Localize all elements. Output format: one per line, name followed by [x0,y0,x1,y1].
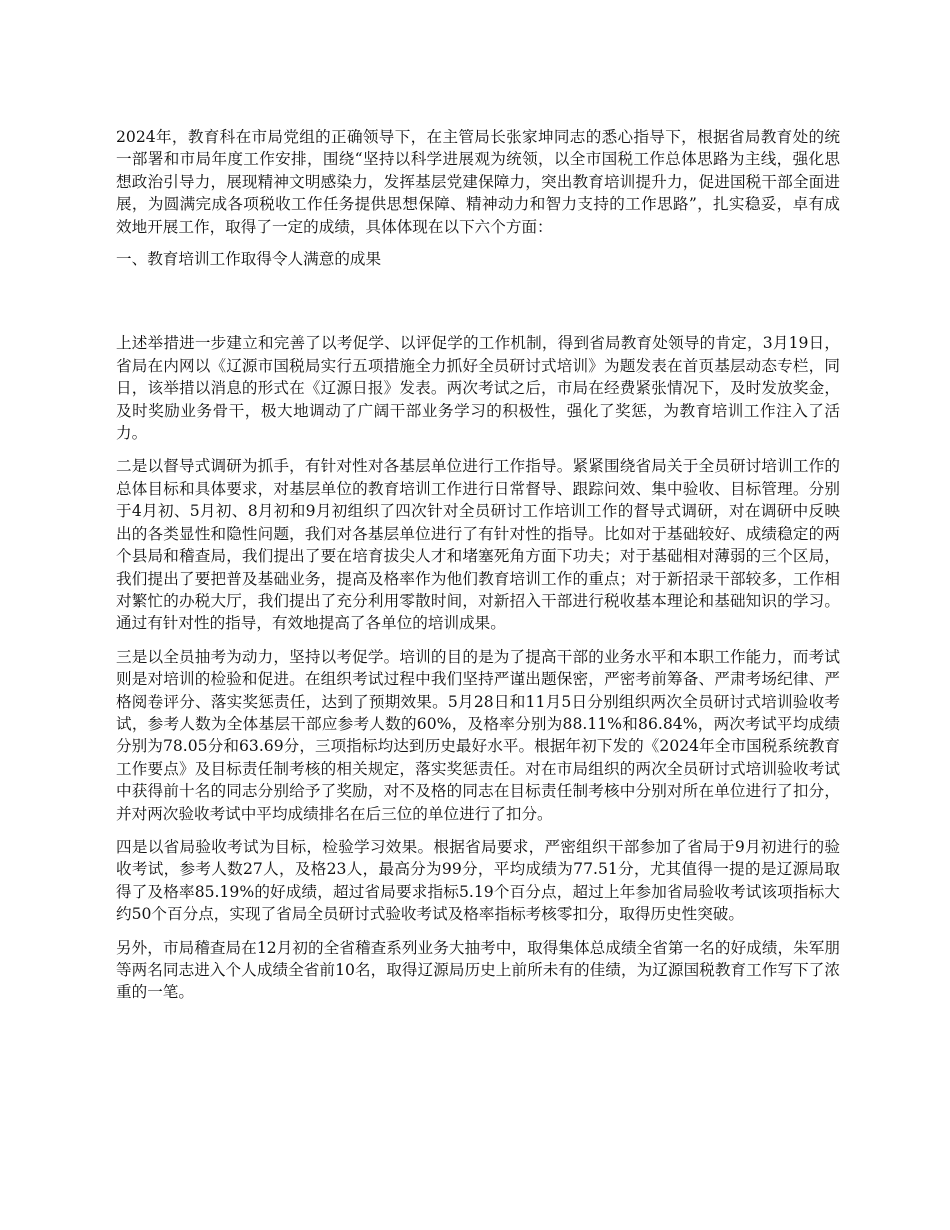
body-paragraph: 上述举措进一步建立和完善了以考促学、以评促学的工作机制，得到省局教育处领导的肯定，3月19日，省局在内网以《辽源市国税局实行五项措施全力抓好全员研讨式培训》为题发表在首页基层动态专栏，同日，该举措以消息的形式在《辽源日报》发表。两次考试之后，市局在经费紧张情况下，及时发放奖金，及时奖励业务骨干，极大地调动了广阔干部业务学习的积极性，强化了奖惩，为教育培训工作注入了活力。 [116,334,840,443]
intro-paragraph: 2024年，教育科在市局党组的正确领导下，在主管局长张家坤同志的悉心指导下，根据省局教育处的统一部署和市局年度工作安排，围绕“坚持以科学进展观为统领，以全市国税工作总体思路为主线，强化思想政治引导力，展现精神文明感染力，发挥基层党建保障力，突出教育培训提升力，促进国税干部全面进展，为圆满完成各项税收工作任务提供思想保障、精神动力和智力支持的工作思路”，扎实稳妥，卓有成效地开展工作，取得了一定的成绩，具体体现在以下六个方面： [116,128,840,236]
body-paragraph: 四是以省局验收考试为目标，检验学习效果。根据省局要求，严密组织干部参加了省局于9月初进行的验收考试，参考人数27人，及格23人，最高分为99分，平均成绩为77.51分，尤其值得一提的是辽源局取得了及格率85.19%的好成绩，超过省局要求指标5.19个百分点，超过上年参加省局验收考试该项指标大约50个百分点，实现了省局全员研讨式验收考试及格率指标考核零扣分，取得历史性突破。 [116,837,840,924]
body-paragraph: 二是以督导式调研为抓手，有针对性对各基层单位进行工作指导。紧紧围绕省局关于全员研讨培训工作的总体目标和具体要求，对基层单位的教育培训工作进行日常督导、跟踪问效、集中验收、目标管理。分别于4月初、5月初、8月初和9月初组织了四次针对全员研讨工作培训工作的督导式调研，对在调研中反映出的各类显性和隐性问题，我们对各基层单位进行了有针对性的指导。比如对于基础较好、成绩稳定的两个县局和稽查局，我们提出了要在培育拔尖人才和堵塞死角方面下功夫；对于基础相对薄弱的三个区局，我们提出了要把普及基础业务，提高及格率作为他们教育培训工作的重点；对于新招录干部较多，工作相对繁忙的办税大厅，我们提出了充分利用零散时间，对新招入干部进行税收基本理论和基础知识的学习。通过有针对性的指导，有效地提高了各单位的培训成果。 [116,457,840,633]
section-heading: 一、教育培训工作取得令人满意的成果 [116,250,382,269]
body-paragraph: 三是以全员抽考为动力，坚持以考促学。培训的目的是为了提高干部的业务水平和本职工作能力，而考试则是对培训的检验和促进。在组织考试过程中我们坚持严谨出题保密，严密考前筹备、严肃考场纪律、严格阅卷评分、落实奖惩责任，达到了预期效果。5月28日和11月5日分别组织两次全员研讨式培训验收考试，参考人数为全体基层干部应参考人数的60%，及格率分别为88.11%和86.84%，两次考试平均成绩分别为78.05分和63.69分，三项指标均达到历史最好水平。根据年初下发的《2024年全市国税系统教育工作要点》及目标责任制考核的相关规定，落实奖惩责任。对在市局组织的两次全员研讨式培训验收考试中获得前十名的同志分别给予了奖励，对不及格的同志在目标责任制考核中分别对所在单位进行了扣分，并对两次验收考试中平均成绩排名在后三位的单位进行了扣分。 [116,647,840,823]
document-body [116,126,840,1004]
body-paragraph: 另外，市局稽查局在12月初的全省稽查系列业务大抽考中，取得集体总成绩全省第一名的好成绩，朱军朋等两名同志进入个人成绩全省前10名，取得辽源局历史上前所未有的佳绩，为辽源国税教育工作写下了浓重的一笔。 [116,938,840,1002]
